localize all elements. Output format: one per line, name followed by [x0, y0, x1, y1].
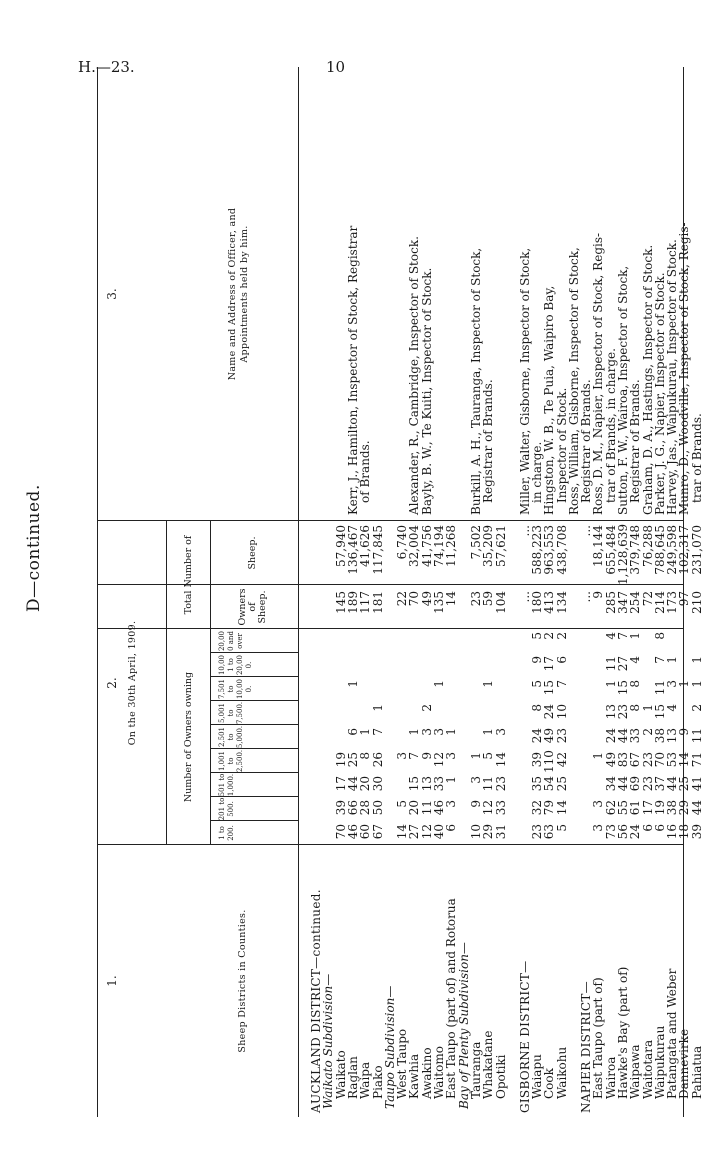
band-value: 1 — [689, 680, 704, 688]
band-label-4: 2,501 to 5,000. — [218, 725, 244, 749]
officer-line-napier: Sutton, F. W., Wairoa, Inspector of Stock, — [615, 265, 630, 515]
band-value: 1 — [481, 728, 496, 736]
subheader-rule-3 — [210, 521, 211, 629]
sheep-total: 74,194 — [432, 525, 446, 567]
band-value: 67 — [370, 824, 385, 840]
table-title: D—continued. — [24, 484, 44, 612]
district-row-label: West Taupo — [395, 1028, 410, 1099]
officer-line-gisborne: in charge. — [530, 441, 545, 503]
band-value: 83 — [615, 752, 630, 768]
sheep-label: Sheep. — [247, 536, 258, 570]
owners-total: 413 — [542, 591, 557, 614]
officer-line-bay: Registrar of Brands. — [481, 379, 496, 503]
band-value: 11 — [481, 776, 496, 792]
band-value: 29 — [481, 824, 496, 840]
band-value: 17 — [640, 800, 655, 816]
band-value: 49 — [603, 752, 618, 768]
owners-total: 72 — [640, 591, 655, 607]
band-value: 16 — [665, 824, 680, 840]
sheep-total: 963,553 — [542, 525, 557, 575]
band-value: 27 — [407, 824, 422, 840]
band-value: 20 — [358, 776, 373, 792]
band-value: 9 — [677, 728, 692, 736]
officer-line-gisborne: Hingston, W. B., Te Puia, Waipiro Bay, — [542, 285, 557, 515]
band-value: 63 — [542, 824, 557, 840]
owners-total: 14 — [444, 591, 459, 607]
owners-total: 135 — [432, 591, 446, 614]
band-value: 4 — [603, 632, 618, 640]
band-value: 25 — [677, 776, 692, 792]
owners-total: ... — [517, 591, 532, 603]
sheep-total: 18,144 — [591, 525, 606, 567]
band-value: 30 — [370, 776, 385, 792]
band-value: 8 — [628, 704, 643, 712]
district-heading: AUCKLAND DISTRICT—continued. — [309, 889, 323, 1113]
band-value: 3 — [432, 728, 446, 736]
band-value: 44 — [615, 728, 630, 744]
owners-total: 117 — [358, 591, 373, 614]
officer-line-bay: Burkill, A. H., Tauranga, Inspector of Stock, — [468, 247, 483, 515]
sheep-total: 231,070 — [689, 525, 704, 575]
sheep-total: ... — [579, 525, 593, 537]
band-value: 3 — [665, 680, 680, 688]
band-value: 6 — [640, 824, 655, 832]
band-value: 4 — [628, 656, 643, 664]
band-value: 1 — [640, 704, 655, 712]
band-label-7: 10,001 to 20,000. — [218, 654, 253, 676]
sheep-total: 35,209 — [481, 525, 496, 567]
band-value: 1 — [468, 752, 483, 760]
band-value: 55 — [615, 800, 630, 816]
band-value: 7 — [407, 752, 422, 760]
district-row-label: Waipawa — [628, 1044, 643, 1099]
owners-total: 180 — [530, 591, 545, 614]
band-label-2: 501 to 1,000. — [218, 773, 235, 797]
band-value: 10 — [468, 824, 483, 840]
band-value: 14 — [493, 752, 508, 768]
band-value: 1 — [603, 680, 618, 688]
col3-number: 3. — [105, 288, 119, 300]
band-value: 1 — [628, 632, 643, 640]
sheep-total: 379,748 — [628, 525, 643, 575]
band-value: 1 — [677, 680, 692, 688]
owners-total: 97 — [677, 591, 692, 607]
district-row-label: Dannevirke — [677, 1028, 692, 1099]
band-value: 4 — [665, 704, 680, 712]
owners-total: 22 — [395, 591, 410, 607]
officer-line-napier: trar of Brands, in charge. — [603, 348, 618, 503]
band-value: 13 — [665, 728, 680, 744]
band-value: 24 — [603, 728, 618, 744]
band-value: 31 — [493, 824, 508, 840]
band-value: 42 — [554, 752, 569, 768]
band-value: 19 — [333, 752, 348, 768]
officer-line-napier: Registrar of Brands. — [628, 379, 643, 503]
band-value: 39 — [689, 824, 704, 840]
band-value: 8 — [652, 632, 667, 640]
band-value: 53 — [665, 752, 680, 768]
band-value: 2 — [689, 704, 704, 712]
col1-number: 1. — [105, 975, 119, 987]
officer-line-gisborne: Miller, Walter, Gisborne, Inspector of Stock, — [517, 247, 532, 515]
band-value: 9 — [468, 800, 483, 808]
sheep-total: 249,598 — [665, 525, 680, 575]
officer-line-napier: trar of Brands. — [689, 413, 704, 503]
band-value: 1 — [432, 680, 446, 688]
owners-total: 254 — [628, 591, 643, 614]
band-value: 14 — [395, 824, 410, 840]
owners-total: 173 — [665, 591, 680, 614]
band-value: 15 — [542, 680, 557, 696]
sheep-total: 57,940 — [333, 525, 348, 567]
owners-total: 70 — [407, 591, 422, 607]
owners-total: 214 — [652, 591, 667, 614]
band-value: 1 — [591, 752, 606, 760]
band-value: 3 — [444, 800, 459, 808]
band-value: 110 — [542, 750, 557, 773]
band-value: 33 — [628, 728, 643, 744]
band-value: 7 — [615, 632, 630, 640]
sheep-total: 438,708 — [554, 525, 569, 575]
subheader-rule-2 — [210, 629, 211, 845]
band-value: 66 — [345, 800, 360, 816]
band-value: 27 — [615, 656, 630, 672]
band-value: 3 — [591, 800, 606, 808]
band-value: 9 — [530, 656, 545, 664]
band-value: 35 — [530, 776, 545, 792]
owners-total: 347 — [615, 591, 630, 614]
band-value: 11 — [652, 680, 667, 696]
sheep-total: 655,484 — [603, 525, 618, 575]
band-label-6: 7,501 to 10,000. — [218, 678, 253, 700]
sheep-total: 6,740 — [395, 525, 410, 560]
sheep-total: 102,317 — [677, 525, 692, 575]
band-label-0: 1 to 200. — [218, 825, 235, 841]
col3-label-1: Name and Address of Officer, and — [227, 207, 238, 381]
band-value: 5 — [481, 752, 496, 760]
band-label-1: 201 to 500. — [218, 797, 235, 821]
band-value: 33 — [432, 776, 446, 792]
band-value: 8 — [358, 752, 373, 760]
district-row-label: East Taupo (part of) — [591, 977, 606, 1099]
subheader-rule — [166, 521, 167, 845]
owners-total: 9 — [591, 591, 606, 599]
district-row-label: Waiapu — [530, 1054, 545, 1099]
band-value: 60 — [358, 824, 373, 840]
band-value: 70 — [333, 824, 348, 840]
band-value: 41 — [689, 776, 704, 792]
band-value: 3 — [444, 752, 459, 760]
band-value: 12 — [481, 800, 496, 816]
band-value: 39 — [530, 752, 545, 768]
band-value: 28 — [358, 800, 373, 816]
band-value: 69 — [628, 776, 643, 792]
officer-line-napier: Ross, D. M., Napier, Inspector of Stock, Regis- — [591, 232, 606, 515]
officer-line-gisborne: Registrar of Brands. — [579, 379, 594, 503]
district-row-label: Piako — [370, 1065, 385, 1099]
band-value: 15 — [652, 704, 667, 720]
band-value: 11 — [603, 656, 618, 672]
district-row-label: Tauranga — [468, 1041, 483, 1099]
district-row-label: Waitotara — [640, 1039, 655, 1099]
officer-line-gisborne: Inspector of Stock. — [554, 387, 569, 503]
col2-label: On the 30th April, 1909. — [127, 620, 138, 746]
owners-total: 189 — [345, 591, 360, 614]
col3-label-2: Appointments held by him. — [239, 225, 250, 363]
band-value: 6 — [554, 656, 569, 664]
band-value: 13 — [419, 776, 434, 792]
band-value: 2 — [554, 632, 569, 640]
sheep-total: 588,223 — [530, 525, 545, 575]
band-value: 14 — [677, 752, 692, 768]
band-value: 18 — [677, 824, 692, 840]
col1-label: Sheep Districts in Counties. — [237, 909, 248, 1053]
owners-total: 134 — [554, 591, 569, 614]
owners-total: 210 — [689, 591, 704, 614]
band-value: 50 — [370, 800, 385, 816]
band-value: 2 — [542, 632, 557, 640]
band-value: 40 — [432, 824, 446, 840]
owners-group-label: Number of Owners owning — [183, 671, 194, 803]
band-value: 3 — [395, 752, 410, 760]
band-value: 61 — [628, 800, 643, 816]
page-header-left: H.—23. — [78, 58, 135, 76]
sheep-total: 32,004 — [407, 525, 422, 567]
stock-table — [97, 67, 704, 1117]
owners-total: 285 — [603, 591, 618, 614]
col2-number: 2. — [105, 677, 119, 689]
district-row-label: Kawhia — [407, 1053, 422, 1099]
band-value: 26 — [370, 752, 385, 768]
district-row-label: East Taupo (part of) and Rotorua — [444, 898, 459, 1099]
district-row-label: Opotiki — [493, 1054, 508, 1099]
band-value: 1 — [481, 680, 496, 688]
band-value: 6 — [444, 824, 459, 832]
officer-line-waikato: of Brands. — [358, 440, 373, 503]
band-value: 56 — [615, 824, 630, 840]
band-value: 1 — [407, 728, 422, 736]
officer-line-taupo: Alexander, R., Cambridge, Inspector of Stock. — [407, 236, 422, 515]
band-value: 54 — [542, 776, 557, 792]
band-value: 11 — [689, 728, 704, 744]
band-label-5: 5,001 to 7,500. — [218, 701, 244, 725]
subdivision-heading: Taupo Subdivision— — [382, 985, 397, 1109]
district-heading: GISBORNE DISTRICT— — [517, 960, 532, 1113]
band-value: 24 — [628, 824, 643, 840]
band-label-3: 1,001 to 2,500. — [218, 749, 244, 773]
owners-total: 145 — [333, 591, 348, 614]
band-value: 34 — [603, 776, 618, 792]
band-value: 44 — [665, 776, 680, 792]
sheep-total: 1,128,639 — [615, 523, 630, 585]
band-value: 15 — [615, 680, 630, 696]
band-value: 24 — [542, 704, 557, 720]
band-value: 6 — [345, 728, 360, 736]
sheep-total: 41,626 — [358, 525, 373, 567]
band-value: 25 — [345, 752, 360, 768]
officer-line-taupo: Bayly, B. W., Te Kuiti, Inspector of Stock. — [419, 267, 434, 515]
band-value: 17 — [542, 656, 557, 672]
band-value: 1 — [444, 776, 459, 784]
district-row-label: Waipukurau — [652, 1025, 667, 1099]
band-value: 12 — [432, 752, 446, 768]
band-value: 17 — [333, 776, 348, 792]
band-value: 8 — [628, 680, 643, 688]
band-value: 33 — [493, 800, 508, 816]
band-value: 6 — [652, 824, 667, 832]
band-value: 79 — [542, 800, 557, 816]
band-value: 25 — [554, 776, 569, 792]
band-value: 2 — [640, 728, 655, 736]
band-value: 39 — [333, 800, 348, 816]
band-value: 15 — [407, 776, 422, 792]
sheep-total: 76,288 — [640, 525, 655, 567]
sheep-total: 41,756 — [419, 525, 434, 567]
band-value: 62 — [603, 800, 618, 816]
owners-total: 23 — [468, 591, 483, 607]
band-value: 46 — [345, 824, 360, 840]
owners-total: 104 — [493, 591, 508, 614]
band-value: 7 — [554, 680, 569, 688]
band-value: 1 — [345, 680, 360, 688]
band-value: 5 — [530, 632, 545, 640]
band-value: 24 — [530, 728, 545, 744]
officer-line-gisborne: Ross, William, Gisborne, Inspector of Stock, — [567, 247, 581, 515]
district-row-label: Whakatane — [481, 1030, 496, 1099]
band-value: 5 — [530, 680, 545, 688]
band-value: 20 — [407, 800, 422, 816]
band-value: 44 — [689, 800, 704, 816]
owners-total: 59 — [481, 591, 496, 607]
band-value: 12 — [419, 824, 434, 840]
band-value: 38 — [665, 800, 680, 816]
band-value: 9 — [419, 752, 434, 760]
band-value: 14 — [554, 800, 569, 816]
band-value: 1 — [370, 704, 385, 712]
sheep-total: 57,621 — [493, 525, 508, 567]
officer-line-napier: Munro, D., Woodville, Inspector of Stock, Regis- — [677, 222, 692, 515]
band-value: 29 — [677, 800, 692, 816]
band-value: 3 — [493, 728, 508, 736]
band-value: 44 — [345, 776, 360, 792]
sheep-total: 7,502 — [468, 525, 483, 560]
district-row-label: Patangata and Weber — [665, 968, 680, 1099]
header-rule — [298, 67, 299, 1117]
district-row-label: Wairoa — [603, 1056, 618, 1099]
band-value: 1 — [358, 728, 373, 736]
band-value: 23 — [640, 776, 655, 792]
district-row-label: Waikohu — [554, 1046, 569, 1099]
sheep-total: 136,467 — [345, 525, 360, 575]
band-value: 3 — [468, 776, 483, 784]
band-value: 7 — [370, 728, 385, 736]
band-value: 73 — [603, 824, 618, 840]
total-group-label: Total Number of — [183, 535, 194, 615]
band-value: 32 — [530, 800, 545, 816]
band-value: 23 — [530, 824, 545, 840]
band-value: 5 — [395, 800, 410, 808]
officer-line-napier: Parker, J. G., Napier, Inspector of Stock. — [652, 272, 667, 515]
owners-of-sheep-label: Owners of Sheep. — [237, 588, 268, 626]
band-label-8: 20,000 and over — [218, 630, 244, 652]
band-value: 46 — [432, 800, 446, 816]
sheep-total: ... — [517, 525, 532, 537]
band-value: 67 — [628, 752, 643, 768]
owners-total: ... — [579, 591, 593, 603]
band-value: 1 — [444, 728, 459, 736]
band-value: 10 — [554, 704, 569, 720]
band-value: 37 — [652, 776, 667, 792]
band-value: 1 — [665, 656, 680, 664]
band-value: 11 — [419, 800, 434, 816]
band-value: 5 — [554, 824, 569, 832]
band-value: 23 — [640, 752, 655, 768]
officer-line-napier: Graham, D. A., Hastings, Inspector of Stock. — [640, 244, 655, 515]
owners-total: 49 — [419, 591, 434, 607]
band-value: 3 — [419, 728, 434, 736]
district-row-label: Hawke's Bay (part of) — [615, 966, 630, 1099]
subdivision-heading: Waikato Subdivision— — [321, 973, 336, 1109]
band-value: 19 — [652, 800, 667, 816]
band-value: 3 — [591, 824, 606, 832]
district-row-label: Raglan — [345, 1056, 360, 1099]
district-heading: NAPIER DISTRICT— — [579, 981, 593, 1113]
district-row-label: Pahiatua — [689, 1045, 704, 1099]
band-value: 1 — [689, 656, 704, 664]
sheep-total: 11,268 — [444, 525, 459, 567]
owners-total: 181 — [370, 591, 385, 614]
band-value: 13 — [603, 704, 618, 720]
sheep-total: 117,845 — [370, 525, 385, 575]
band-value: 23 — [493, 776, 508, 792]
district-row-label: Awakino — [419, 1047, 434, 1099]
band-value: 38 — [652, 728, 667, 744]
district-row-label: Cook — [542, 1068, 557, 1099]
sheep-total: 788,645 — [652, 525, 667, 575]
district-row-label: Waipa — [358, 1061, 373, 1099]
band-value: 8 — [530, 704, 545, 712]
band-value: 70 — [652, 752, 667, 768]
subdivision-heading: Bay of Plenty Subdivision— — [456, 942, 471, 1109]
band-value: 49 — [542, 728, 557, 744]
band-value: 7 — [652, 656, 667, 664]
district-row-label: Waikato — [333, 1050, 348, 1099]
band-value: 71 — [689, 752, 704, 768]
district-row-label: Waitomo — [432, 1046, 446, 1099]
band-value: 44 — [615, 776, 630, 792]
page-number: 10 — [326, 58, 346, 76]
officer-line-napier: Harvey, Jas., Waipukurau, Inspector of Stock. — [665, 239, 680, 515]
officer-line-waikato: Kerr, J., Hamilton, Inspector of Stock, Registrar — [345, 225, 360, 515]
band-value: 2 — [419, 704, 434, 712]
band-value: 23 — [615, 704, 630, 720]
band-value: 23 — [554, 728, 569, 744]
